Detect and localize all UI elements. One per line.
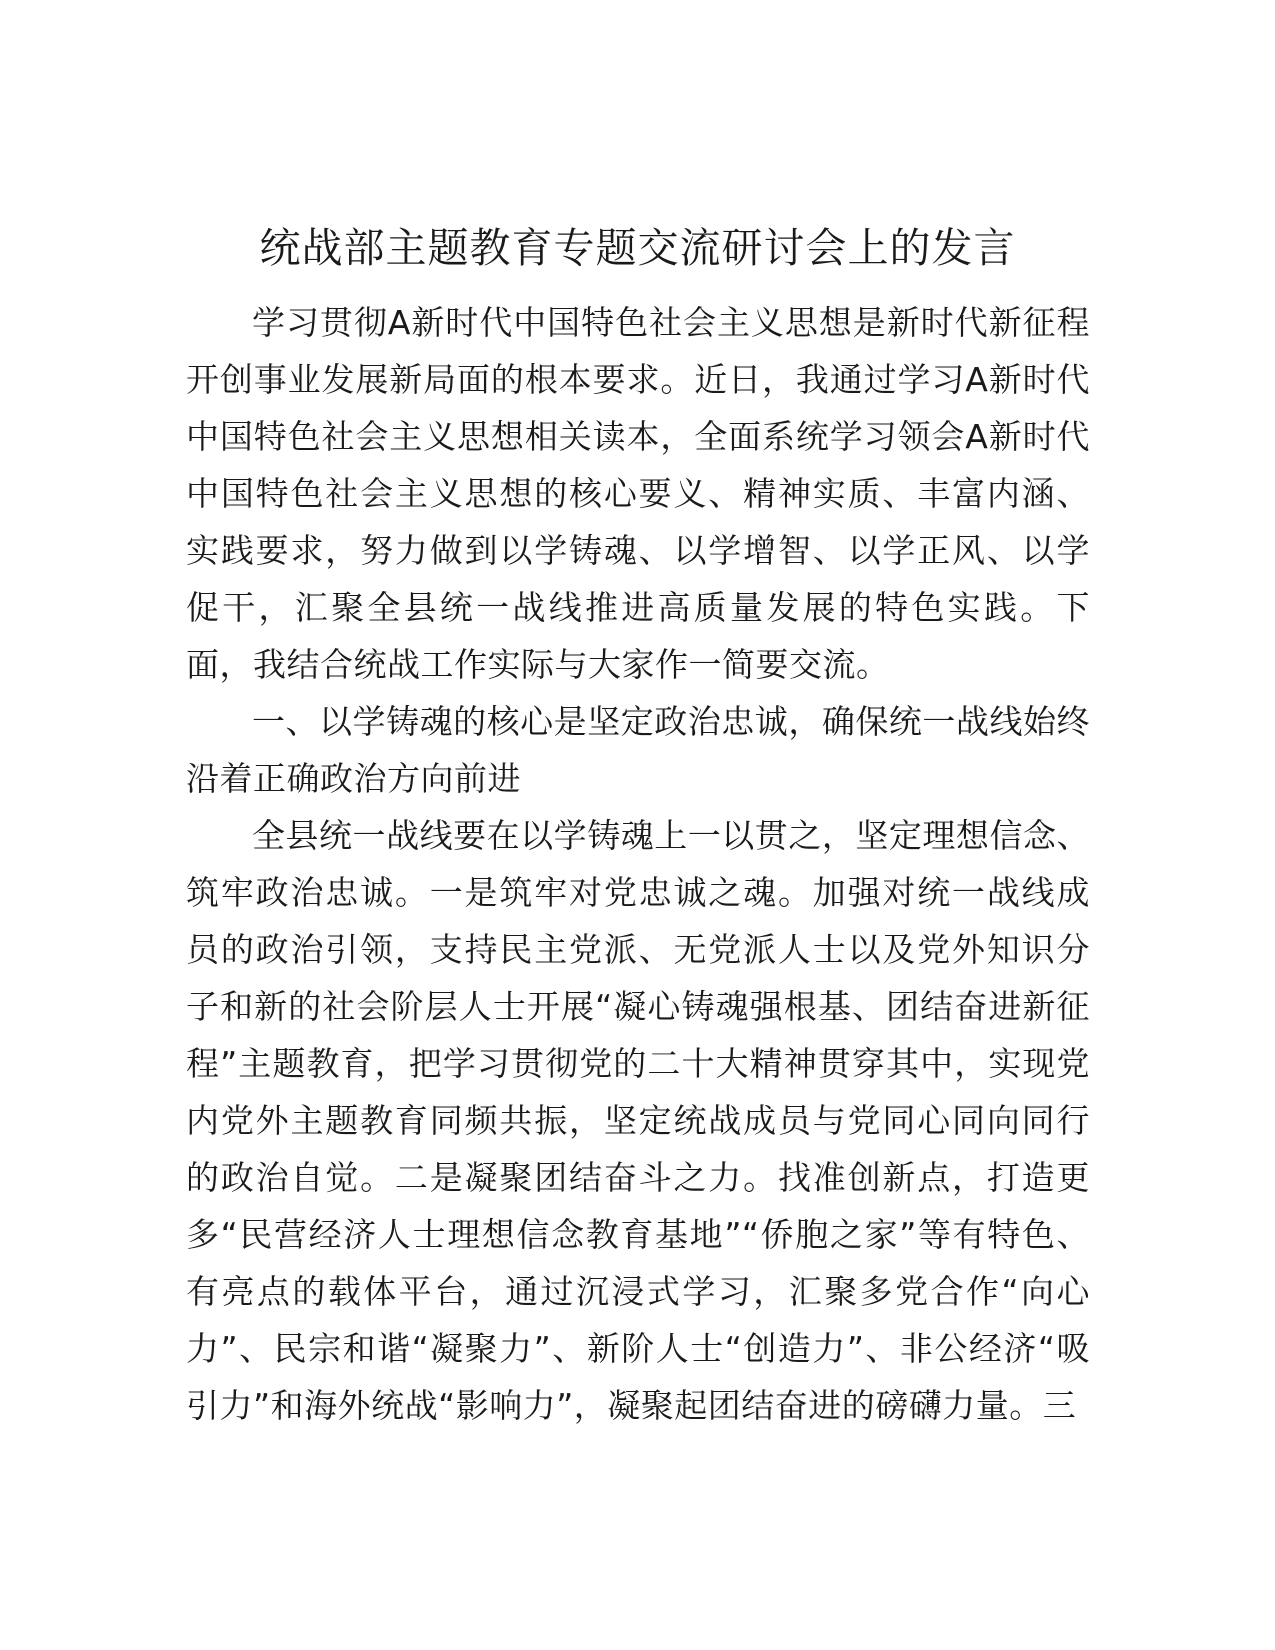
document-body xyxy=(186,294,1090,1434)
intro-paragraph: 学习贯彻A新时代中国特色社会主义思想是新时代新征程开创事业发展新局面的根本要求。近日，我通过学习A新时代中国特色社会主义思想相关读本，全面系统学习领会A新时代中国特色社会主义思想的核心要义、精神实质、丰富内涵、实践要求，努力做到以学铸魂、以学增智、以学正风、以学促干，汇聚全县统一战线推进高质量发展的特色实践。下面，我结合统战工作实际与大家作一简要交流。 xyxy=(186,303,1090,684)
section-heading: 一、以学铸魂的核心是坚定政治忠诚，确保统一战线始终沿着正确政治方向前进 xyxy=(186,702,1090,798)
section-paragraph: 全县统一战线要在以学铸魂上一以贯之，坚定理想信念、筑牢政治忠诚。一是筑牢对党忠诚之魂。加强对统一战线成员的政治引领，支持民主党派、无党派人士以及党外知识分子和新的社会阶层人士开展“凝心铸魂强根基、团结奋进新征程”主题教育，把学习贯彻党的二十大精神贯穿其中，实现党内党外主题教育同频共振，坚定统战成员与党同心同向同行的政治自觉。二是凝聚团结奋斗之力。找准创新点，打造更多“民营经济人士理想信念教育基地”“侨胞之家”等有特色、有亮点的载体平台，通过沉浸式学习，汇聚多党合作“向心力”、民宗和谐“凝聚力”、新阶人士“创造力”、非公经济“吸引力”和海外统战“影响力”，凝聚起团结奋进的磅礴力量。三 xyxy=(186,816,1090,1425)
document-title: 统战部主题教育专题交流研讨会上的发言 xyxy=(259,224,1016,272)
